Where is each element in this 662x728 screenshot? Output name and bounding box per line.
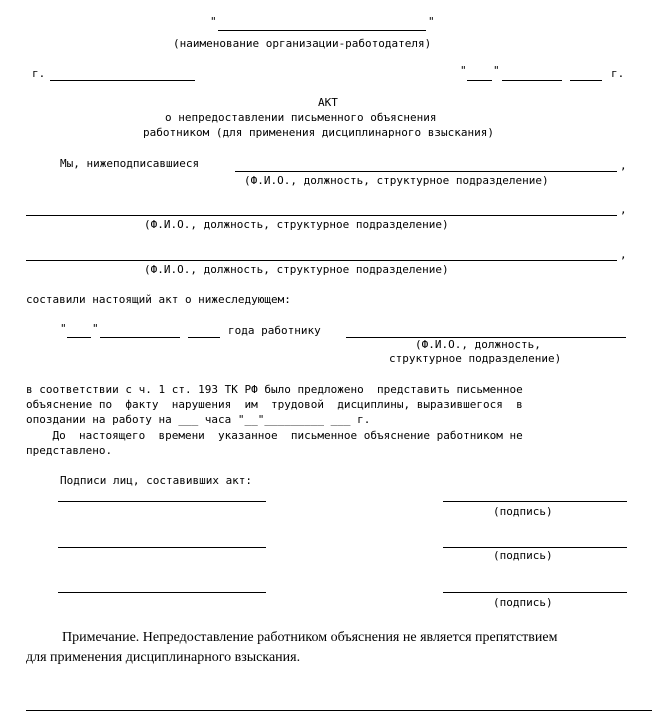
signatory-comma-3: , [620, 248, 627, 261]
date-month-line [502, 80, 562, 81]
signature-line-2 [443, 547, 627, 548]
paragraph-1-line-1: в соответствии с ч. 1 ст. 193 ТК РФ было предложено представить письменное [26, 383, 523, 396]
paragraph-1-line-3: опоздании на работу на ___ часа "__"_________ ___ г. [26, 413, 371, 426]
footer-rule [26, 710, 652, 711]
incident-month-line [100, 337, 180, 338]
to-employee-label: года работнику [228, 324, 321, 337]
incident-year-line [188, 337, 220, 338]
date-year-suffix: г. [611, 67, 625, 80]
incident-date-quote-mid: " [92, 322, 99, 335]
paragraph-2-line-2: представлено. [26, 444, 113, 457]
signatory-comma-1: , [620, 159, 627, 172]
signatory-line-2 [26, 215, 617, 216]
signatory-line-3 [26, 260, 617, 261]
org-caption: (наименование организации-работодателя) [173, 37, 432, 50]
signatory-comma-2: , [620, 203, 627, 216]
org-quote-open: " [210, 15, 217, 28]
document-subtitle-2: работником (для применения дисциплинарного взыскания) [143, 126, 494, 139]
signature-caption-3: (подпись) [493, 596, 553, 609]
signature-caption-2: (подпись) [493, 549, 553, 562]
city-prefix: г. [32, 67, 46, 80]
date-day-line [467, 80, 492, 81]
date-quote-open: " [460, 64, 467, 77]
document-subtitle-1: о непредоставлении письменного объяснения [165, 111, 437, 124]
incident-date-quote-open: " [60, 322, 67, 335]
signatories-intro: Мы, нижеподписавшиеся [60, 157, 200, 170]
signer-name-line-2 [58, 547, 266, 548]
paragraph-1-line-2: объяснение по факту нарушения им трудовой дисциплины, выразившегося в [26, 398, 523, 411]
date-year-line [570, 80, 602, 81]
signatory-caption-1: (Ф.И.О., должность, структурное подразделение) [244, 174, 549, 187]
note-line-1: Примечание. Непредоставление работником объяснения не является препятствием [62, 630, 558, 645]
note-line-2: для применения дисциплинарного взыскания. [26, 650, 301, 665]
org-name-line [218, 30, 426, 31]
signer-name-line-3 [58, 592, 266, 593]
incident-day-line [67, 337, 91, 338]
employee-caption-2: структурное подразделение) [389, 352, 562, 365]
document-title: АКТ [318, 96, 338, 109]
compiled-statement: составили настоящий акт о нижеследующем: [26, 293, 291, 306]
city-line [50, 80, 195, 81]
signatory-caption-3: (Ф.И.О., должность, структурное подразделение) [144, 263, 449, 276]
signatory-line-1 [235, 171, 617, 172]
employee-caption-1: (Ф.И.О., должность, [415, 338, 541, 351]
signatory-caption-2: (Ф.И.О., должность, структурное подразделение) [144, 218, 449, 231]
signer-name-line-1 [58, 501, 266, 502]
date-quote-mid: " [493, 64, 500, 77]
org-quote-close: " [428, 15, 435, 28]
paragraph-2-line-1: До настоящего времени указанное письменное объяснение работником не [26, 429, 523, 442]
signature-caption-1: (подпись) [493, 505, 553, 518]
signature-line-3 [443, 592, 627, 593]
signatures-heading: Подписи лиц, составивших акт: [60, 474, 253, 487]
signature-line-1 [443, 501, 627, 502]
